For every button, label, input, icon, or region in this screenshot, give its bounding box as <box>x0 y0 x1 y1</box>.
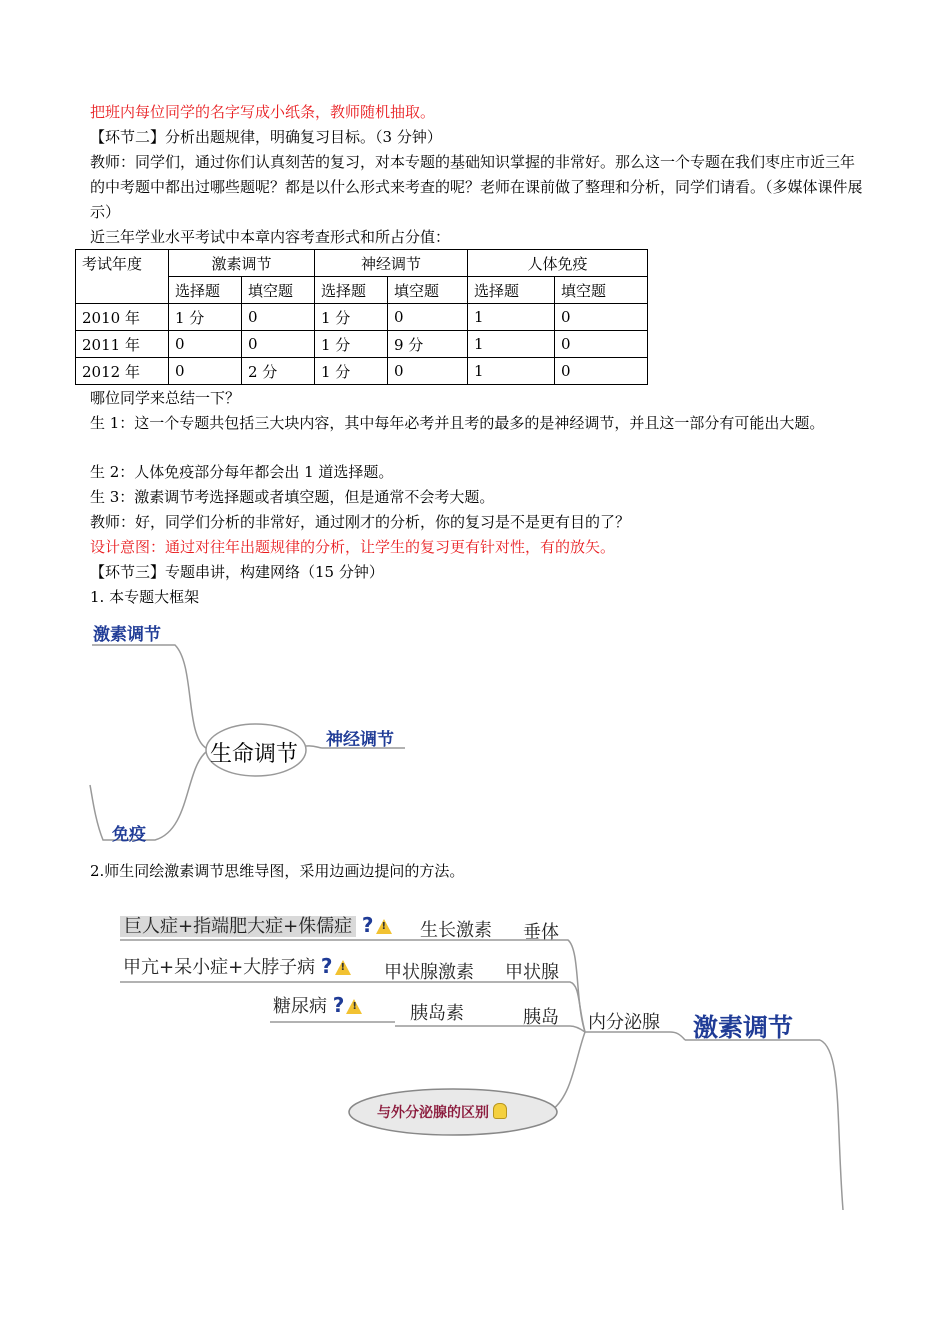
teacher-comment: 教师：好，同学们分析的非常好，通过刚才的分析，你的复习是不是更有目的了？ <box>90 513 631 531</box>
header-year: 考试年度 <box>76 250 169 304</box>
disease-row-pituitary <box>120 912 392 938</box>
gland-label: 胰岛 <box>523 1007 559 1028</box>
table-caption: 近三年学业水平考试中本章内容考查形式和所占分值： <box>90 228 451 246</box>
header-group-immune: 人体免疫 <box>468 250 648 277</box>
difference-node <box>377 1102 507 1122</box>
warning-icon <box>376 919 392 934</box>
subheader: 填空题 <box>242 277 315 304</box>
hormone-label: 甲状腺激素 <box>384 962 474 983</box>
disease-label: 巨人症+指端肥大症+侏儒症 <box>120 916 356 937</box>
hormone-label: 生长激素 <box>420 920 492 941</box>
mm1-immune-label: 免疫 <box>112 825 146 845</box>
header-group-nerve: 神经调节 <box>315 250 468 277</box>
mm1-hormone-label: 激素调节 <box>93 625 161 645</box>
header-group-hormone: 激素调节 <box>169 250 315 277</box>
student-two-answer: 生 2：人体免疫部分每年都会出 1 道选择题。 <box>90 463 394 481</box>
table-row: 2010 年 1 分 0 1 分 0 1 0 <box>76 304 648 331</box>
mm1-center-label: 生命调节 <box>210 742 299 767</box>
subheader: 填空题 <box>388 277 468 304</box>
student-three-answer: 生 3：激素调节考选择题或者填空题，但是通常不会考大题。 <box>90 488 495 506</box>
teacher-paragraph: 教师：同学们，通过你们认真刻苦的复习，对本专题的基础知识掌握的非常好。那么这一个专题在我们枣庄市近三年的中考题中都出过哪些题呢？都是以什么形式来考查的呢？老师在课前做了整理和分析，同学们请看。（多媒体课件展示） <box>90 153 863 221</box>
gland-label: 甲状腺 <box>505 962 559 983</box>
question-icon: ? <box>332 993 345 1017</box>
subheader: 选择题 <box>169 277 242 304</box>
framework-item: 1. 本专题大框架 <box>90 588 200 606</box>
question-line: 哪位同学来总结一下？ <box>90 389 241 407</box>
disease-label: 甲亢+呆小症+大脖子病 <box>123 957 316 978</box>
warning-icon <box>346 999 362 1014</box>
question-icon: ? <box>361 913 374 937</box>
lightbulb-icon <box>493 1103 507 1119</box>
difference-label: 与外分泌腺的区别 <box>377 1105 489 1121</box>
mm2-root-label: 激素调节 <box>693 1013 794 1042</box>
disease-row-islet <box>273 992 362 1018</box>
table-row: 2012 年 0 2 分 1 分 0 1 0 <box>76 358 648 385</box>
mindmap-instruction: 2.师生同绘激素调节思维导图，采用边画边提问的方法。 <box>90 862 465 880</box>
warning-icon <box>335 960 351 975</box>
disease-label: 糖尿病 <box>273 996 327 1017</box>
hormone-label: 胰岛素 <box>410 1003 464 1024</box>
section-two-heading: 【环节二】分析出题规律，明确复习目标。（3 分钟） <box>90 128 442 146</box>
gland-label: 垂体 <box>523 922 559 943</box>
mm1-nerve-label: 神经调节 <box>326 730 394 750</box>
subheader: 选择题 <box>468 277 555 304</box>
subheader: 填空题 <box>555 277 648 304</box>
disease-row-thyroid <box>123 953 351 979</box>
intro-line: 把班内每位同学的名字写成小纸条，教师随机抽取。 <box>90 103 436 121</box>
subheader: 选择题 <box>315 277 388 304</box>
question-icon: ? <box>320 954 333 978</box>
section-three-heading: 【环节三】专题串讲，构建网络（15 分钟） <box>90 563 384 581</box>
design-intent: 设计意图：通过对往年出题规律的分析，让学生的复习更有针对性，有的放矢。 <box>90 538 616 556</box>
endocrine-label: 内分泌腺 <box>588 1012 660 1033</box>
student-one-answer: 生 1：这一个专题共包括三大块内容，其中每年必考并且考的最多的是神经调节，并且这一部分有可能出大题。 <box>90 414 825 432</box>
table-row: 2011 年 0 0 1 分 9 分 1 0 <box>76 331 648 358</box>
